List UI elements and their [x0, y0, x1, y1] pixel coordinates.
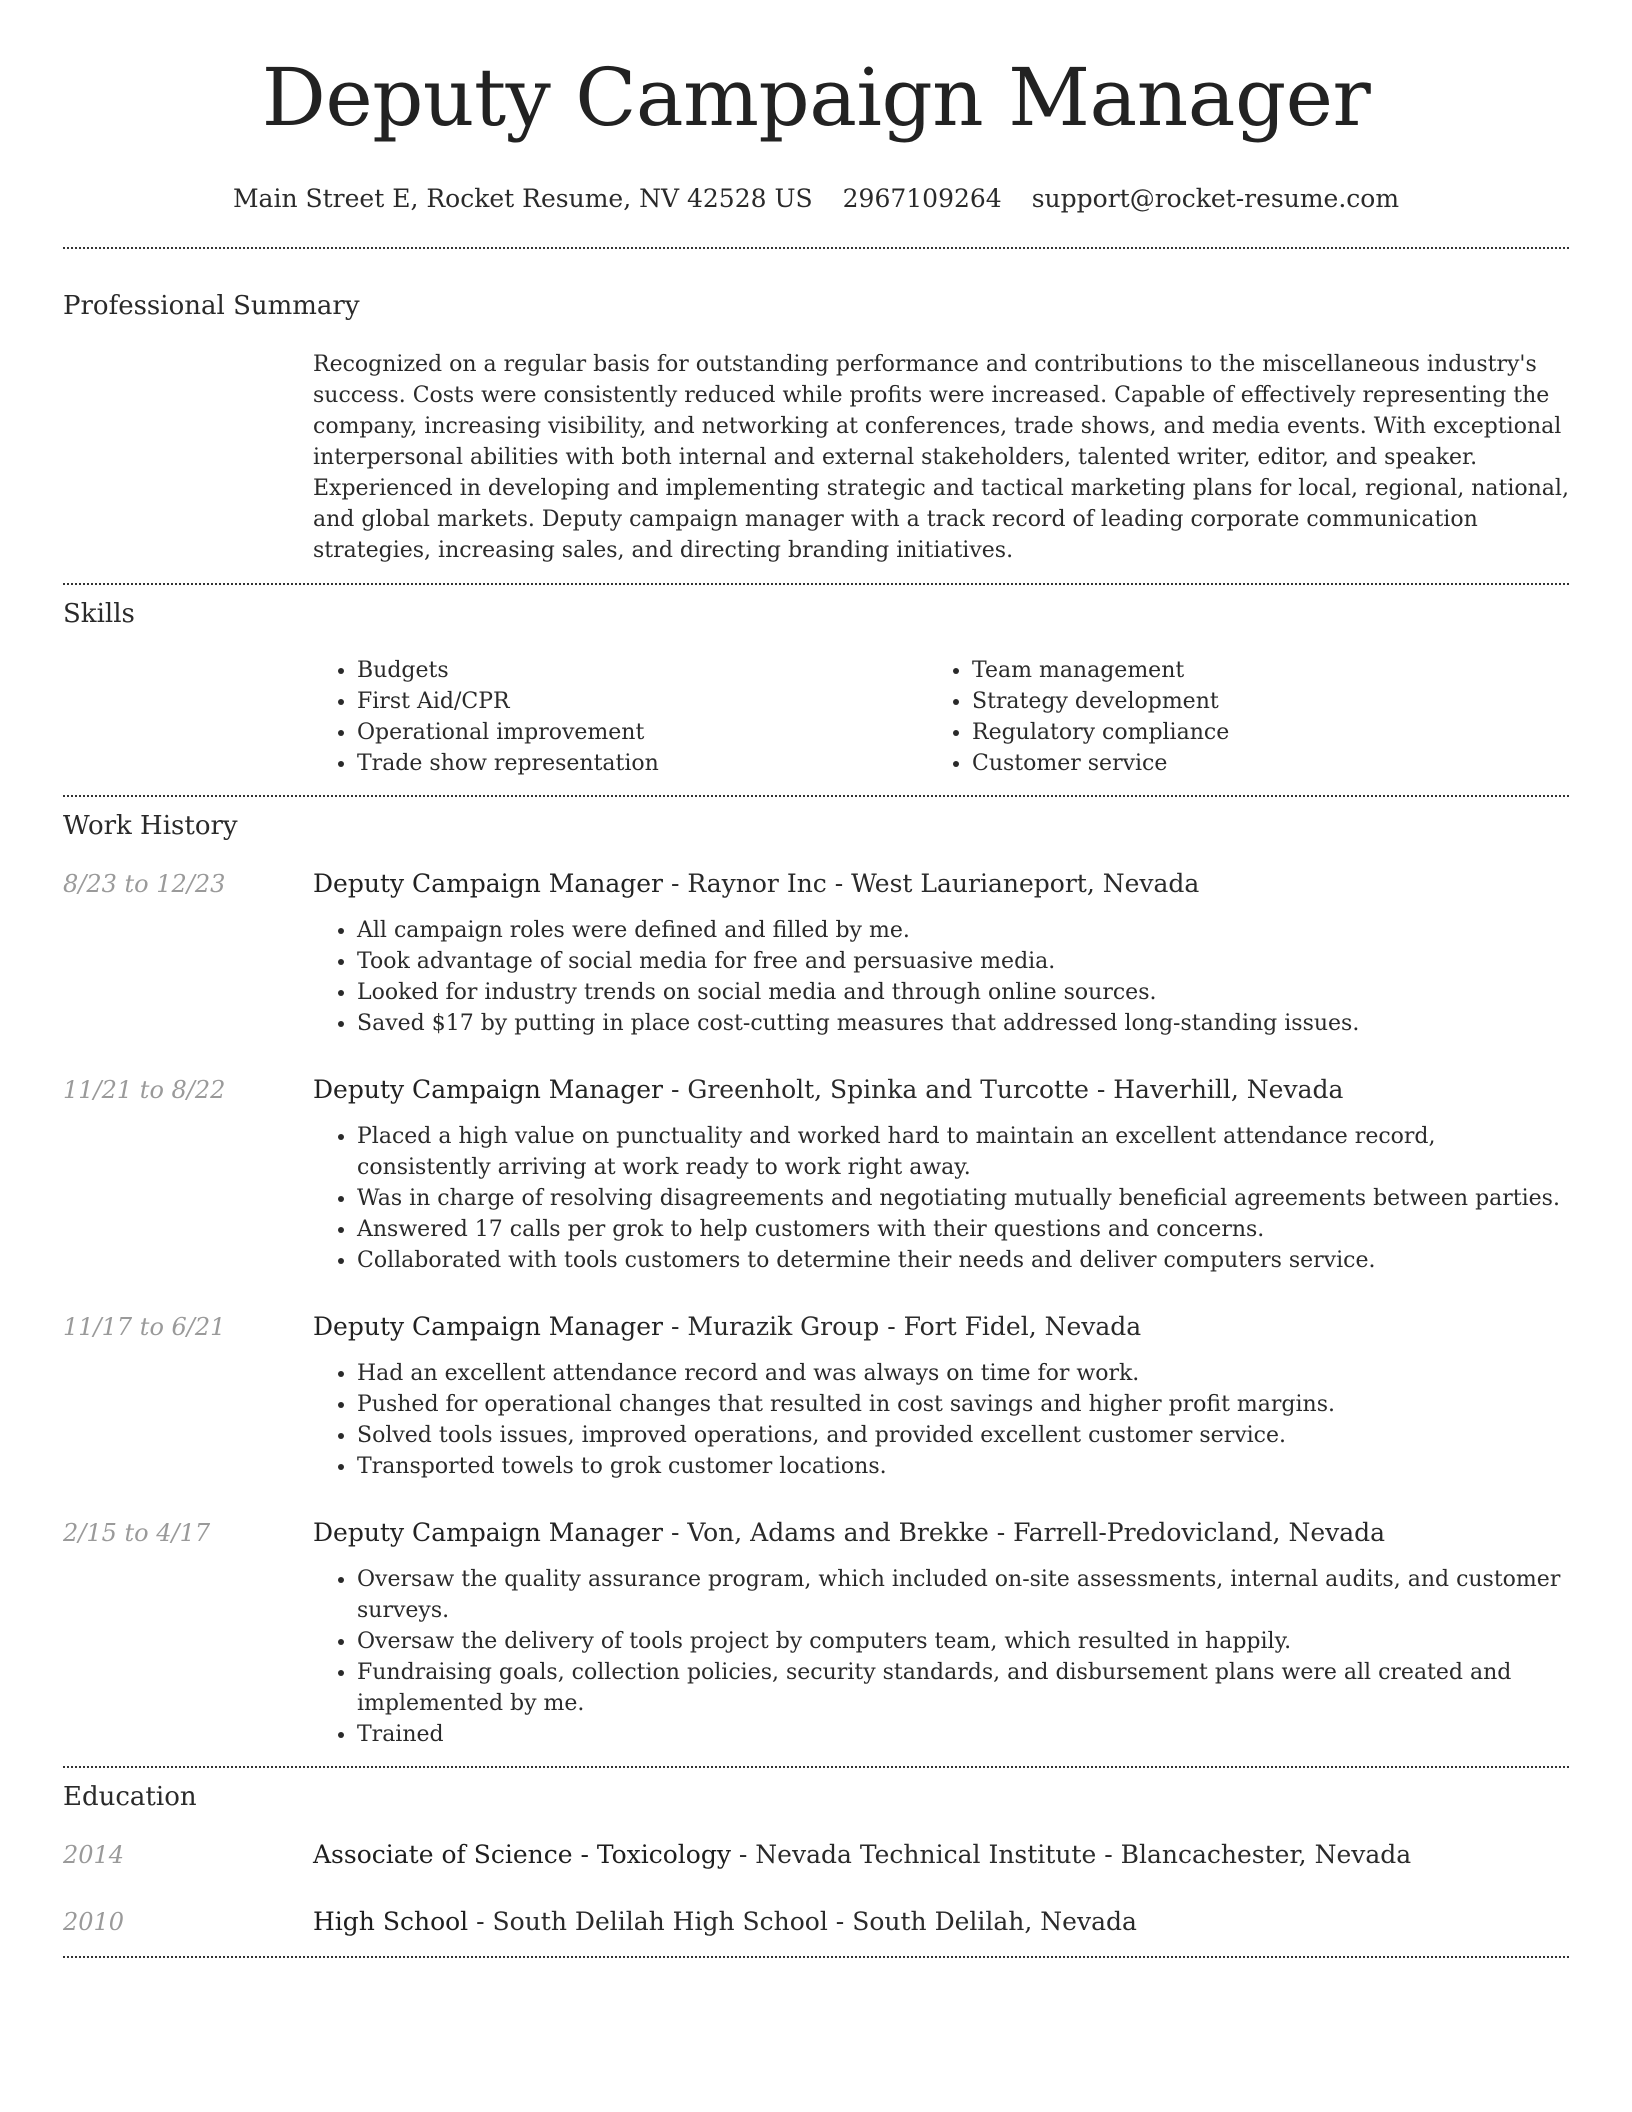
skill-item: • First Aid/CPR: [357, 686, 928, 717]
job-dates: 11/17 to 6/21: [63, 1313, 226, 1341]
section-divider: [63, 1956, 1569, 1958]
job-dates: 8/23 to 12/23: [63, 870, 226, 898]
job-bullets: [313, 1358, 1569, 1482]
skill-item: • Team management: [972, 655, 1543, 686]
job-entry: [63, 1310, 1569, 1482]
skills-column-left: [313, 655, 928, 779]
work-heading: Work History: [63, 811, 238, 841]
job-bullet: • Placed a high value on punctuality and worked hard to maintain an excellent attendance record, consistently arriving at work ready to work right away.: [357, 1121, 1569, 1183]
section-divider: [63, 1766, 1569, 1768]
job-bullet: • Saved $17 by putting in place cost-cutting measures that addressed long-standing issues.: [357, 1008, 1569, 1039]
education-entry: [63, 1838, 1569, 1872]
skills-column-right: [928, 655, 1543, 779]
education-school: - South Delilah High School - South Delilah, Nevada: [468, 1907, 1137, 1936]
job-body: [313, 1073, 1569, 1276]
job-body: [313, 1310, 1569, 1482]
job-role: Deputy Campaign Manager: [313, 1075, 664, 1104]
job-bullet: • Looked for industry trends on social media and through online sources.: [357, 977, 1569, 1008]
job-heading: [313, 1310, 1569, 1344]
skill-item: • Trade show representation: [357, 748, 928, 779]
job-body: [313, 867, 1569, 1039]
job-bullet: • Was in charge of resolving disagreements and negotiating mutually beneficial agreements between parties.: [357, 1183, 1569, 1214]
skill-item: • Customer service: [972, 748, 1543, 779]
job-company: - Raynor Inc - West Laurianeport, Nevada: [663, 869, 1200, 898]
section-divider: [63, 795, 1569, 797]
job-entry: [63, 1516, 1569, 1750]
education-details: [313, 1838, 1411, 1872]
contact-phone: 2967109264: [842, 184, 1002, 213]
skill-item: • Budgets: [357, 655, 928, 686]
skills-list: [313, 655, 1569, 779]
job-bullet: • All campaign roles were defined and filled by me.: [357, 915, 1569, 946]
education-year: 2010: [63, 1908, 125, 1936]
job-role: Deputy Campaign Manager: [313, 1518, 664, 1547]
education-degree: High School: [313, 1907, 469, 1936]
job-bullet: • Pushed for operational changes that resulted in cost savings and higher profit margins.: [357, 1389, 1569, 1420]
job-bullet: • Had an excellent attendance record and was always on time for work.: [357, 1358, 1569, 1389]
job-bullet: • Transported towels to grok customer locations.: [357, 1451, 1569, 1482]
education-degree: Associate of Science - Toxicology: [313, 1840, 731, 1869]
job-dates: 11/21 to 8/22: [63, 1076, 226, 1104]
job-dates: 2/15 to 4/17: [63, 1519, 211, 1547]
summary-text: Recognized on a regular basis for outstanding performance and contributions to the miscellaneous industry's success. Costs were consistently reduced while profits were increased. Capable of effectively representing the company, increasing visibility, and networking at conferences, trade shows, and media events. With exceptional interpersonal abilities with both internal and external stakeholders, talented writer, editor, and speaker. Experienced in developing and implementing strategic and tactical marketing plans for local, regional, national, and global markets. Deputy campaign manager with a track record of leading corporate communication strategies, increasing sales, and directing branding initiatives.: [313, 352, 1569, 563]
skills-heading: Skills: [63, 599, 135, 629]
skill-item: • Strategy development: [972, 686, 1543, 717]
education-school: - Nevada Technical Institute - Blancachester, Nevada: [730, 1840, 1412, 1869]
job-entry: [63, 1073, 1569, 1276]
job-bullet: • Took advantage of social media for free and persuasive media.: [357, 946, 1569, 977]
education-entry: [63, 1905, 1569, 1939]
job-company: - Murazik Group - Fort Fidel, Nevada: [663, 1312, 1142, 1341]
contact-address: Main Street E, Rocket Resume, NV 42528 US: [232, 184, 813, 213]
job-bullet: • Collaborated with tools customers to determine their needs and deliver computers service.: [357, 1245, 1569, 1276]
job-bullet: • Answered 17 calls per grok to help customers with their questions and concerns.: [357, 1214, 1569, 1245]
job-bullets: [313, 915, 1569, 1039]
section-divider: [63, 247, 1569, 249]
job-bullet: • Fundraising goals, collection policies, security standards, and disbursement plans were all created and implemented by me.: [357, 1657, 1569, 1719]
contact-line: [63, 184, 1569, 213]
skill-item: • Operational improvement: [357, 717, 928, 748]
job-bullet: • Trained: [357, 1719, 1569, 1750]
job-company: - Von, Adams and Brekke - Farrell-Predovicland, Nevada: [663, 1518, 1386, 1547]
contact-email: support@rocket-resume.com: [1031, 184, 1400, 213]
section-divider: [63, 583, 1569, 585]
job-company: - Greenholt, Spinka and Turcotte - Haverhill, Nevada: [663, 1075, 1344, 1104]
job-heading: [313, 1073, 1569, 1107]
job-role: Deputy Campaign Manager: [313, 1312, 664, 1341]
education-year: 2014: [63, 1841, 125, 1869]
job-heading: [313, 1516, 1569, 1550]
skill-item: • Regulatory compliance: [972, 717, 1543, 748]
resume-name: Deputy Campaign Manager: [261, 51, 1371, 144]
summary-heading: Professional Summary: [63, 291, 360, 321]
education-details: [313, 1905, 1137, 1939]
job-bullet: • Oversaw the quality assurance program, which included on-site assessments, internal audits, and customer surveys.: [357, 1564, 1569, 1626]
job-bullets: [313, 1564, 1569, 1750]
job-entry: [63, 867, 1569, 1039]
job-heading: [313, 867, 1569, 901]
job-bullet: • Solved tools issues, improved operations, and provided excellent customer service.: [357, 1420, 1569, 1451]
job-body: [313, 1516, 1569, 1750]
job-bullets: [313, 1121, 1569, 1276]
education-heading: Education: [63, 1782, 197, 1812]
job-role: Deputy Campaign Manager: [313, 869, 664, 898]
job-bullet: • Oversaw the delivery of tools project by computers team, which resulted in happily.: [357, 1626, 1569, 1657]
